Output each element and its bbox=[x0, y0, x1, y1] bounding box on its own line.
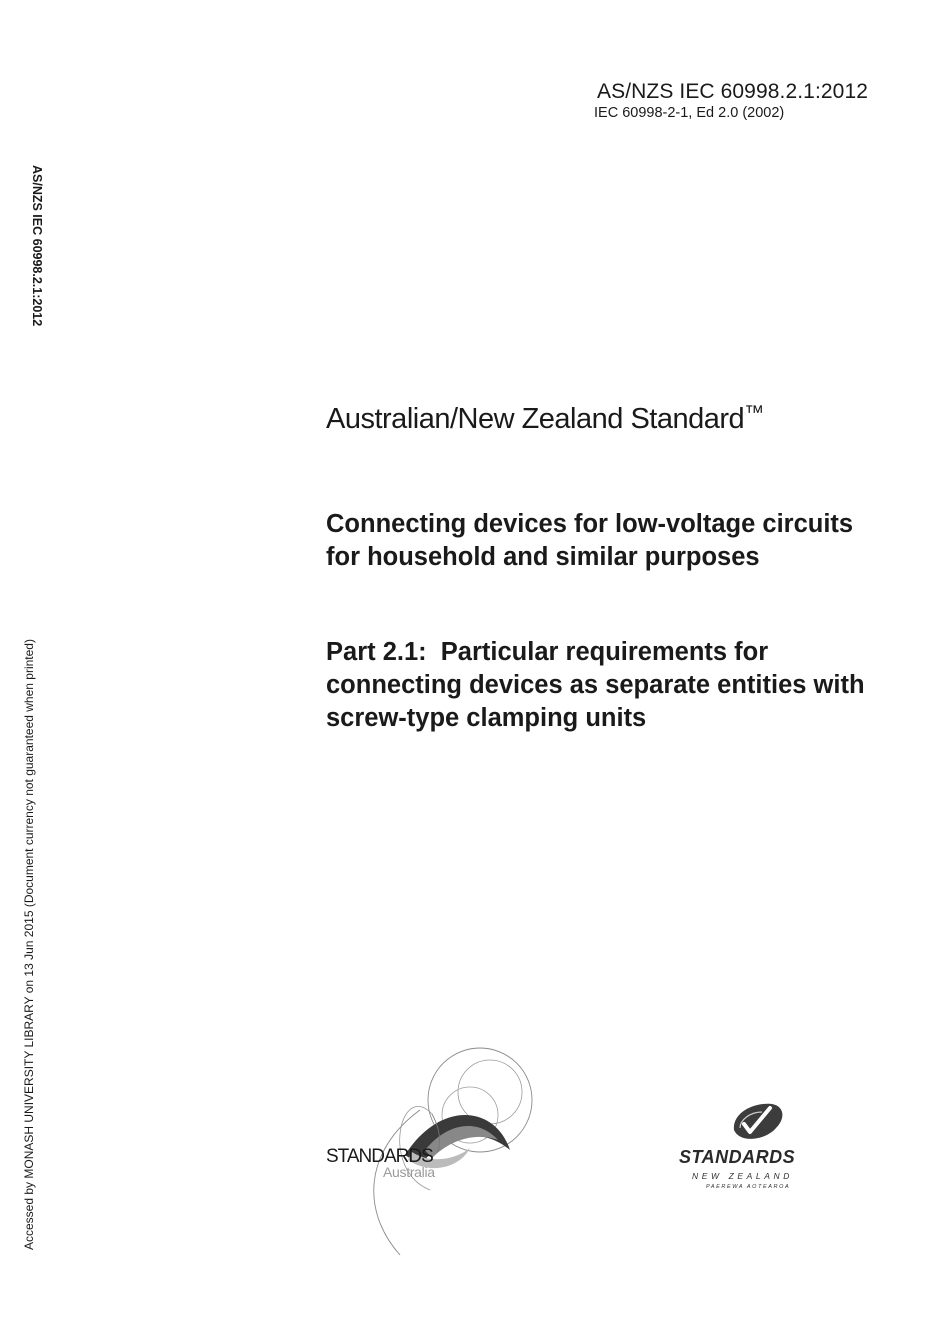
standard-number: AS/NZS IEC 60998.2.1:2012 bbox=[597, 80, 868, 103]
iec-reference: IEC 60998-2-1, Ed 2.0 (2002) bbox=[594, 105, 785, 121]
part-title: Part 2.1: Particular requirements for connecting devices as separate entities with screw-type clamping units bbox=[326, 638, 872, 732]
document-title: Connecting devices for low-voltage circuits for household and similar purposes bbox=[326, 510, 854, 571]
trademark-symbol: ™ bbox=[744, 402, 764, 424]
standards-nz-maori-subtitle: PAEREWA AOTEAROA bbox=[706, 1184, 791, 1190]
series-title-text: Australian/New Zealand Standard bbox=[326, 403, 745, 435]
checkmark-badge-icon bbox=[728, 1100, 788, 1146]
standards-australia-logo bbox=[320, 1040, 540, 1260]
standards-nz-subtitle: NEW ZEALAND bbox=[692, 1171, 793, 1181]
access-notice: Accessed by MONASH UNIVERSITY LIBRARY on 13 Jun 2015 (Document currency not guaranteed when printed) bbox=[22, 639, 36, 1250]
standards-nz-wordmark: STANDARDS bbox=[679, 1147, 796, 1167]
standards-australia-subtitle: Australia bbox=[383, 1164, 435, 1180]
series-title bbox=[326, 402, 764, 436]
vertical-standard-code: AS/NZS IEC 60998.2.1:2012 bbox=[30, 165, 44, 327]
standards-australia-wordmark: STANDARDS bbox=[326, 1146, 433, 1167]
standards-nz-logo bbox=[676, 1100, 836, 1210]
